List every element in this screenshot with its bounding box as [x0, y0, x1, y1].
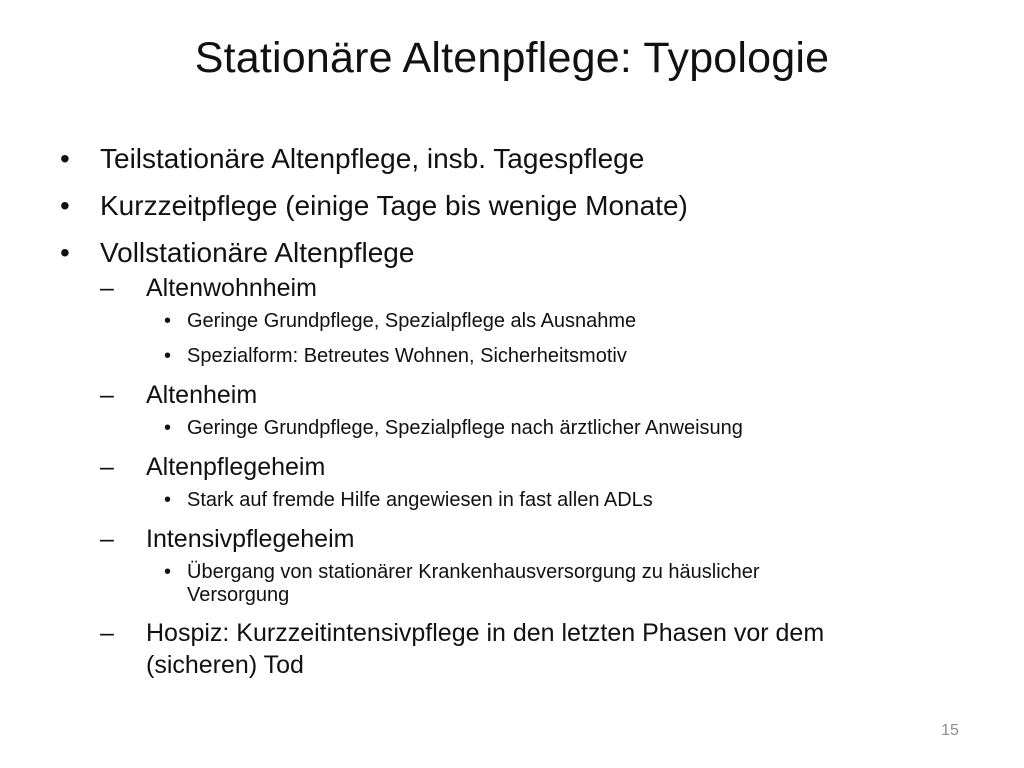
- detail-bullet-text: Stark auf fremde Hilfe angewiesen in fast allen ADLs: [187, 489, 653, 511]
- detail-bullet-text: Spezialform: Betreutes Wohnen, Sicherheitsmotiv: [187, 345, 627, 367]
- bullet-dot-icon: •: [164, 345, 172, 367]
- sub-bullet-item: [60, 524, 940, 554]
- sub-bullet-text: Altenheim: [146, 381, 258, 409]
- sub-bullet-text: Altenwohnheim: [146, 274, 317, 302]
- slide-title: Stationäre Altenpflege: Typologie: [194, 34, 830, 82]
- detail-bullet-item: [60, 489, 867, 512]
- slide-content: [60, 142, 940, 688]
- sub-bullet-text: Altenpflegeheim: [146, 453, 326, 481]
- bullet-dot-icon: •: [164, 489, 172, 511]
- sub-bullet-text: Intensivpflegeheim: [146, 525, 355, 553]
- dash-icon: –: [100, 525, 114, 553]
- sub-bullet-item: [60, 617, 926, 681]
- bullet-item: [60, 142, 940, 176]
- detail-bullet-item: [60, 310, 867, 333]
- bullet-dot-icon: •: [60, 143, 70, 174]
- bullet-item: [60, 189, 940, 223]
- bullet-dot-icon: •: [164, 310, 172, 332]
- dash-icon: –: [100, 453, 114, 481]
- sub-bullet-item: [60, 273, 940, 303]
- bullet-text: Teilstationäre Altenpflege, insb. Tagespflege: [100, 143, 645, 174]
- bullet-dot-icon: •: [164, 417, 172, 439]
- detail-bullet-text: Geringe Grundpflege, Spezialpflege als Ausnahme: [187, 310, 637, 332]
- bullet-text: Vollstationäre Altenpflege: [100, 237, 415, 268]
- bullet-dot-icon: •: [60, 237, 70, 268]
- dash-icon: –: [100, 381, 114, 409]
- bullet-dot-icon: •: [164, 561, 172, 583]
- sub-bullet-text: Hospiz: Kurzzeitintensivpflege in den letzten Phasen vor dem (sicheren) Tod: [146, 619, 825, 679]
- dash-icon: –: [100, 619, 114, 647]
- page-number: 15: [941, 722, 959, 739]
- detail-bullet-item: [60, 417, 867, 440]
- sub-bullet-item: [60, 380, 940, 410]
- detail-bullet-text: Übergang von stationärer Krankenhausversorgung zu häuslicher Versorgung: [187, 561, 760, 606]
- dash-icon: –: [100, 274, 114, 302]
- bullet-item: [60, 236, 940, 270]
- sub-bullet-item: [60, 452, 940, 482]
- detail-bullet-item: [60, 561, 867, 607]
- detail-bullet-text: Geringe Grundpflege, Spezialpflege nach ärztlicher Anweisung: [187, 417, 743, 439]
- bullet-text: Kurzzeitpflege (einige Tage bis wenige Monate): [100, 190, 688, 221]
- detail-bullet-item: [60, 345, 867, 368]
- bullet-dot-icon: •: [60, 190, 70, 221]
